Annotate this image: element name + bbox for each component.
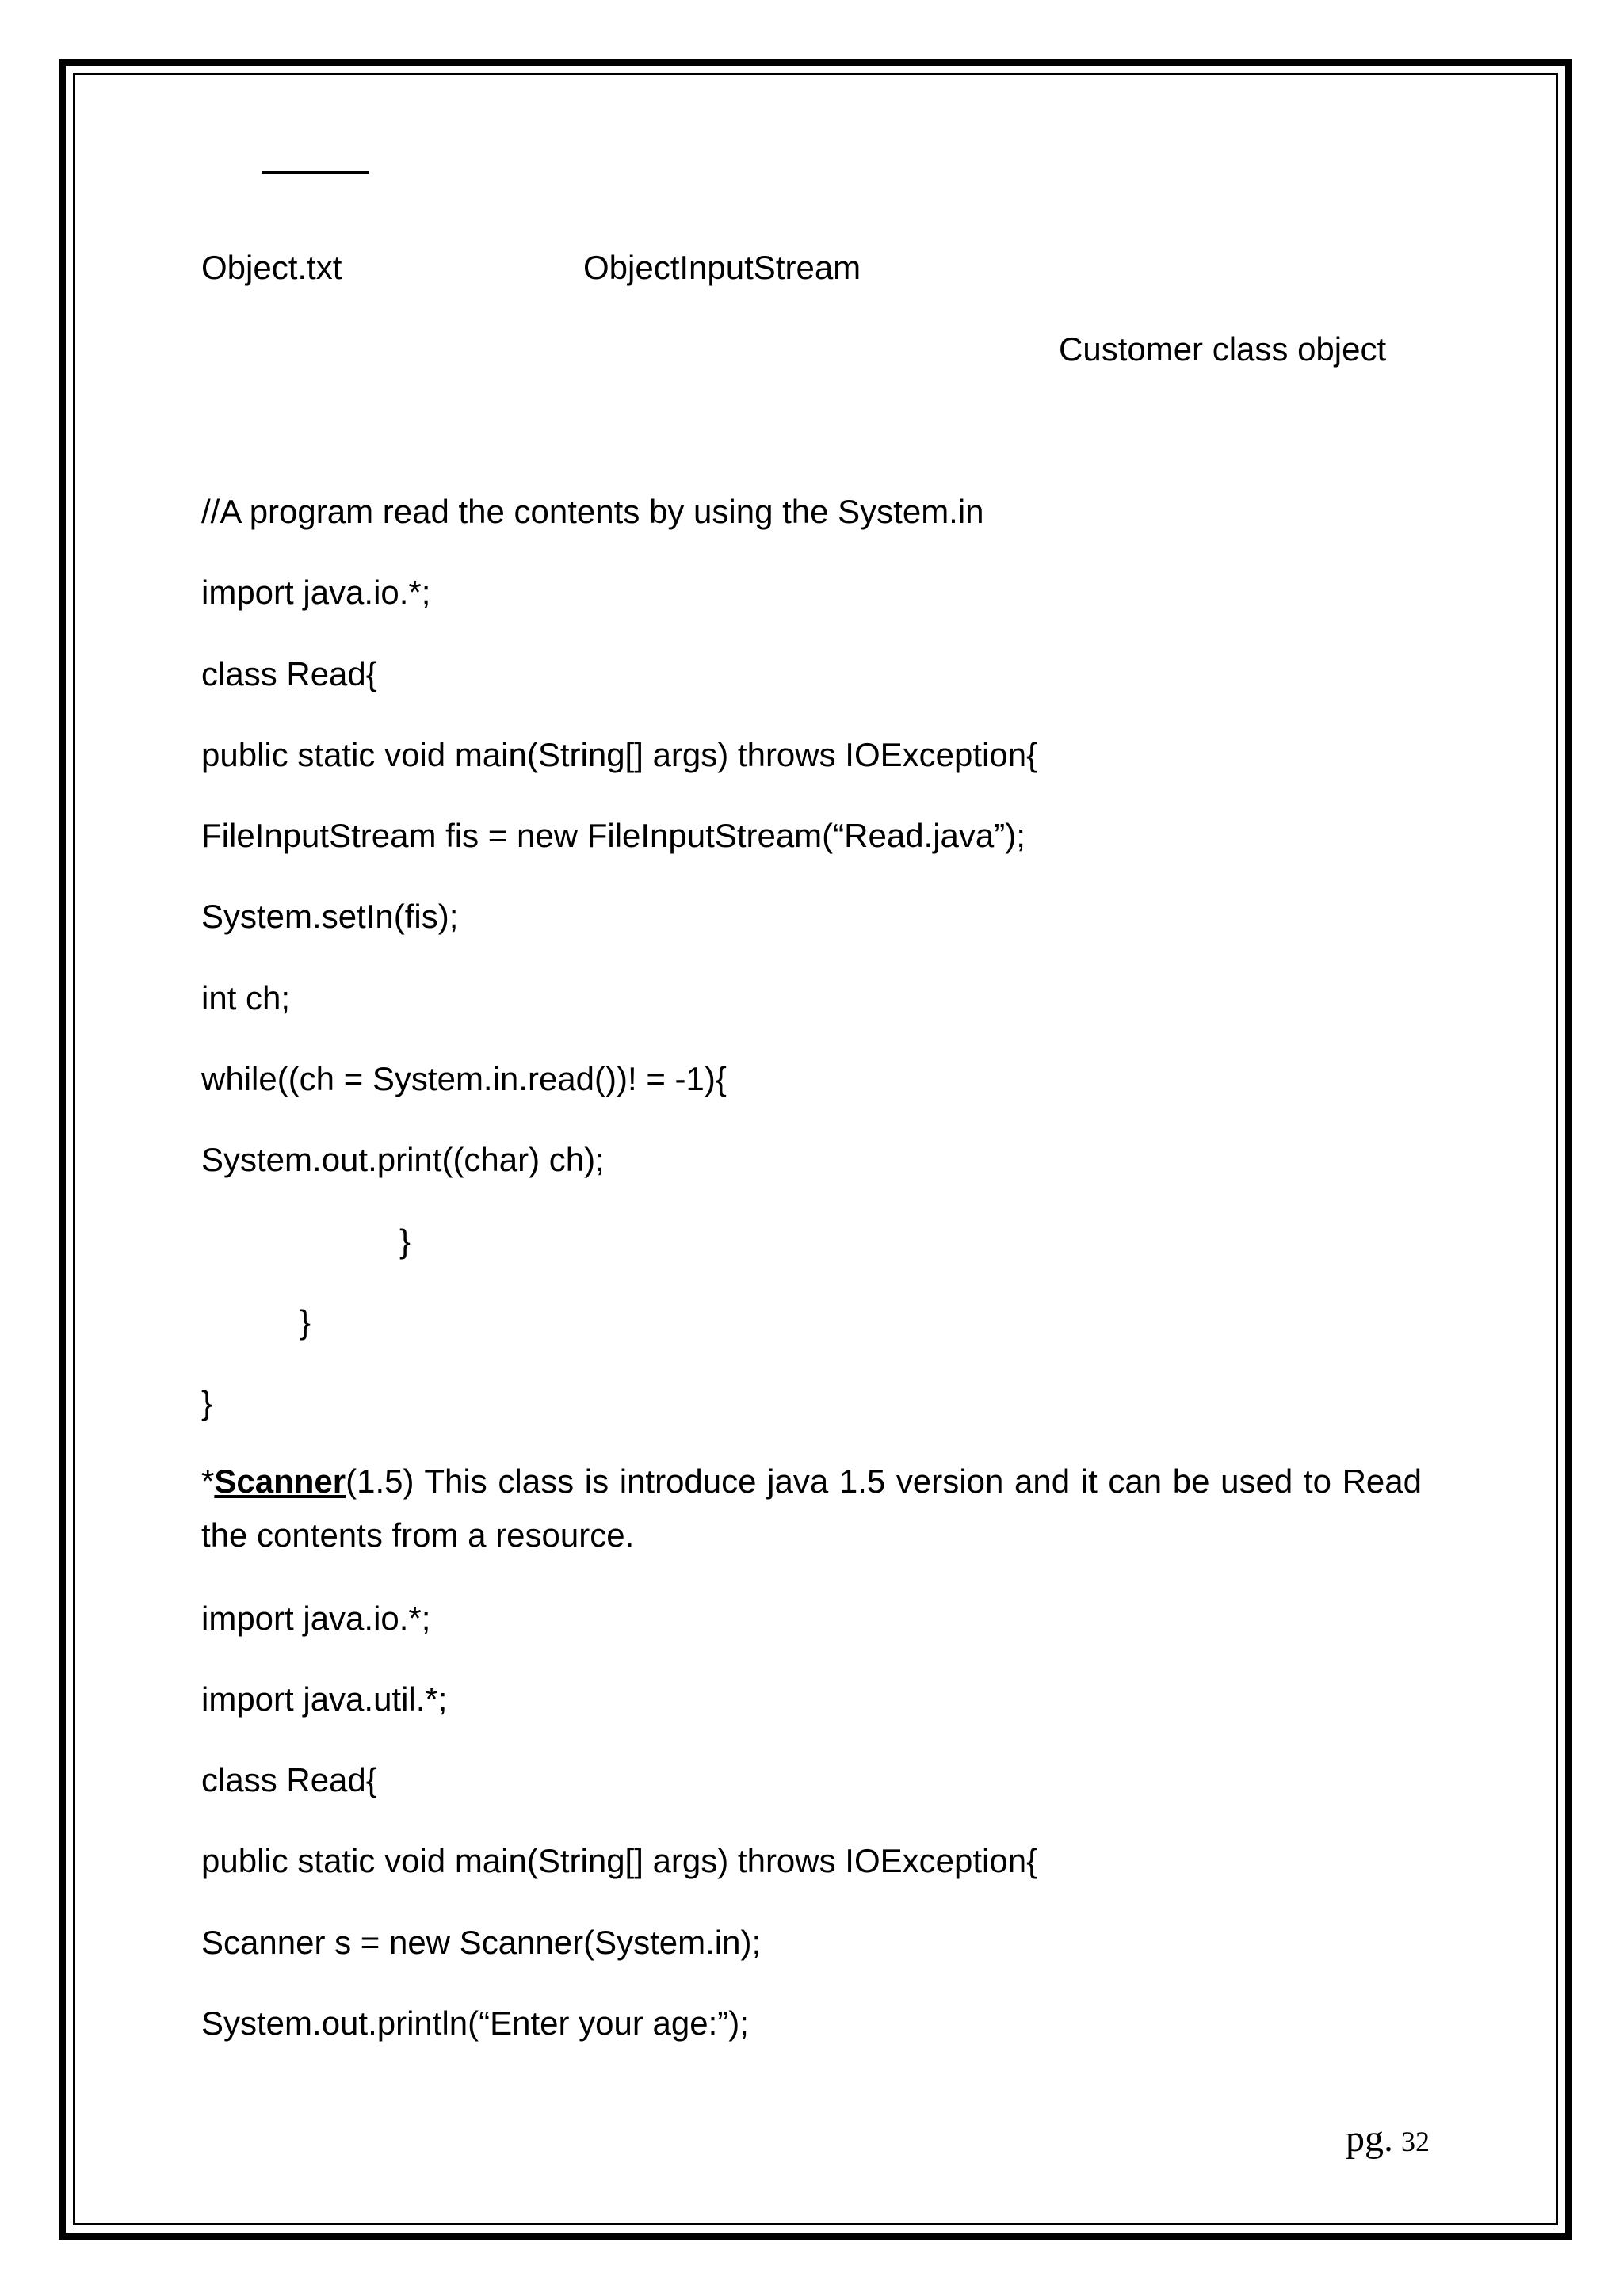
code-line: System.out.println(“Enter your age:”); (201, 2004, 749, 2042)
code-line: System.setIn(fis); (201, 898, 459, 935)
diagram-stream-label: ObjectInputStream (583, 249, 861, 286)
code-line: public static void main(String[] args) throws IOException{ (201, 736, 1038, 773)
code-line: public static void main(String[] args) throws IOException{ (201, 1842, 1038, 1879)
code-line: import java.io.*; (201, 1600, 431, 1637)
diagram-line (262, 171, 369, 174)
code-line: class Read{ (201, 1761, 377, 1798)
code-line: FileInputStream fis = new FileInputStream(“Read.java”); (201, 817, 1025, 854)
page-label: pg. (1346, 2118, 1393, 2160)
page-number: 32 (1401, 2126, 1430, 2157)
scanner-title: Scanner (214, 1463, 346, 1500)
code-line: } (300, 1303, 311, 1341)
code-comment: //A program read the contents by using the System.in (201, 493, 984, 530)
scanner-paragraph (201, 1455, 1422, 1562)
code-line: import java.util.*; (201, 1680, 448, 1718)
code-line: System.out.print((char) ch); (201, 1141, 605, 1178)
code-line: int ch; (201, 979, 291, 1016)
code-line: Scanner s = new Scanner(System.in); (201, 1924, 762, 1961)
code-line: while((ch = System.in.read())! = -1){ (201, 1060, 727, 1097)
diagram-source-label: Object.txt (201, 249, 342, 286)
scanner-text: (1.5) This class is introduce java 1.5 version and it can be used to Read the contents from a resource. (201, 1463, 1422, 1554)
code-line: } (201, 1384, 213, 1421)
code-line: class Read{ (201, 655, 377, 692)
code-line: } (399, 1222, 411, 1260)
page-footer (1346, 2117, 1430, 2161)
code-line: import java.io.*; (201, 574, 431, 611)
diagram-target-label: Customer class object (1059, 330, 1387, 368)
scanner-prefix: * (201, 1463, 215, 1500)
